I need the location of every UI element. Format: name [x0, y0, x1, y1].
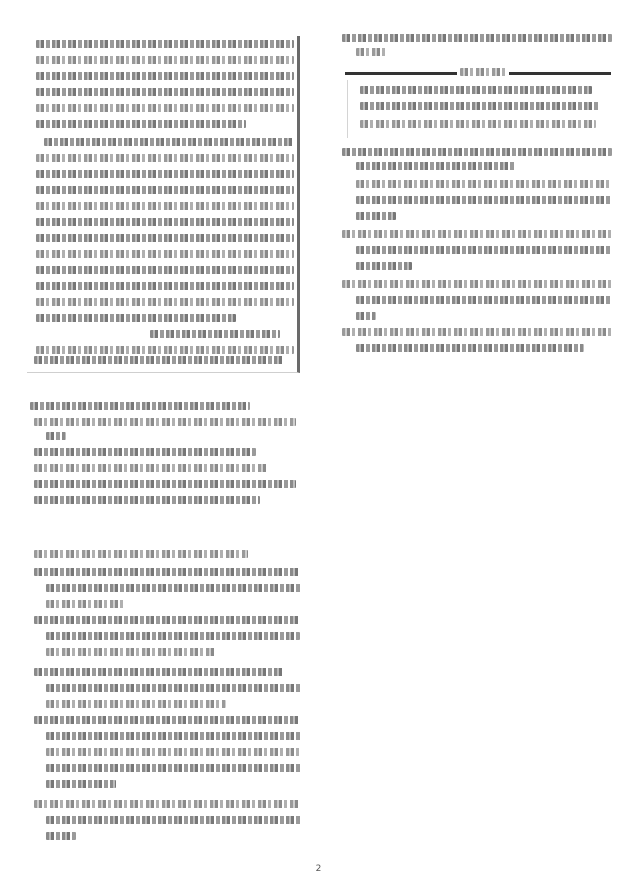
- text-line: [356, 180, 612, 188]
- text-line: [36, 314, 236, 322]
- text-line: [34, 616, 300, 624]
- text-line: [150, 330, 280, 338]
- text-line: [46, 764, 302, 772]
- text-line: [36, 154, 294, 162]
- text-line: [356, 296, 612, 304]
- text-line: [44, 138, 294, 146]
- text-line: [34, 568, 300, 576]
- text-line: [342, 148, 612, 156]
- text-line: [342, 34, 612, 42]
- text-line: [356, 246, 612, 254]
- text-line: [36, 120, 246, 128]
- text-line: [46, 632, 300, 640]
- text-line: [46, 780, 116, 788]
- text-line: [46, 732, 302, 740]
- text-line: [356, 312, 376, 320]
- text-line: [34, 716, 300, 724]
- text-line: [36, 250, 294, 258]
- page-number: 2: [315, 864, 322, 874]
- text-line: [36, 346, 294, 354]
- text-line: [34, 448, 256, 456]
- text-line: [36, 202, 294, 210]
- text-line: [342, 230, 612, 238]
- text-line: [46, 700, 226, 708]
- text-line: [34, 496, 260, 504]
- text-line: [356, 262, 412, 270]
- text-line: [356, 212, 396, 220]
- indented-block-rule: [347, 80, 608, 138]
- text-line: [34, 480, 296, 488]
- text-line: [46, 832, 76, 840]
- text-line: [356, 48, 386, 56]
- text-line: [46, 816, 302, 824]
- text-line: [36, 170, 294, 178]
- text-line: [36, 72, 294, 80]
- text-line: [46, 600, 126, 608]
- text-line: [30, 402, 250, 410]
- text-line: [46, 432, 66, 440]
- text-line: [36, 104, 294, 112]
- text-line: [356, 162, 516, 170]
- text-line: [36, 56, 294, 64]
- text-line: [356, 344, 584, 352]
- text-line: [34, 668, 284, 676]
- text-line: [36, 218, 294, 226]
- text-line: [36, 40, 294, 48]
- text-line: [36, 282, 294, 290]
- text-line: [356, 196, 612, 204]
- text-line: [36, 234, 294, 242]
- text-line: [36, 266, 294, 274]
- text-line: [34, 356, 284, 364]
- section-divider-left: [345, 72, 457, 75]
- text-line: [36, 186, 294, 194]
- text-line: [46, 684, 302, 692]
- text-line: [34, 800, 300, 808]
- text-line: [34, 464, 268, 472]
- text-line: [46, 584, 302, 592]
- text-line: [46, 748, 302, 756]
- text-line: [36, 88, 294, 96]
- text-line: [46, 648, 216, 656]
- text-line: [34, 550, 248, 558]
- section-divider-label: [460, 68, 506, 76]
- section-divider-right: [509, 72, 611, 75]
- text-line: [36, 298, 294, 306]
- text-line: [342, 280, 612, 288]
- text-line: [34, 418, 296, 426]
- text-line: [342, 328, 612, 336]
